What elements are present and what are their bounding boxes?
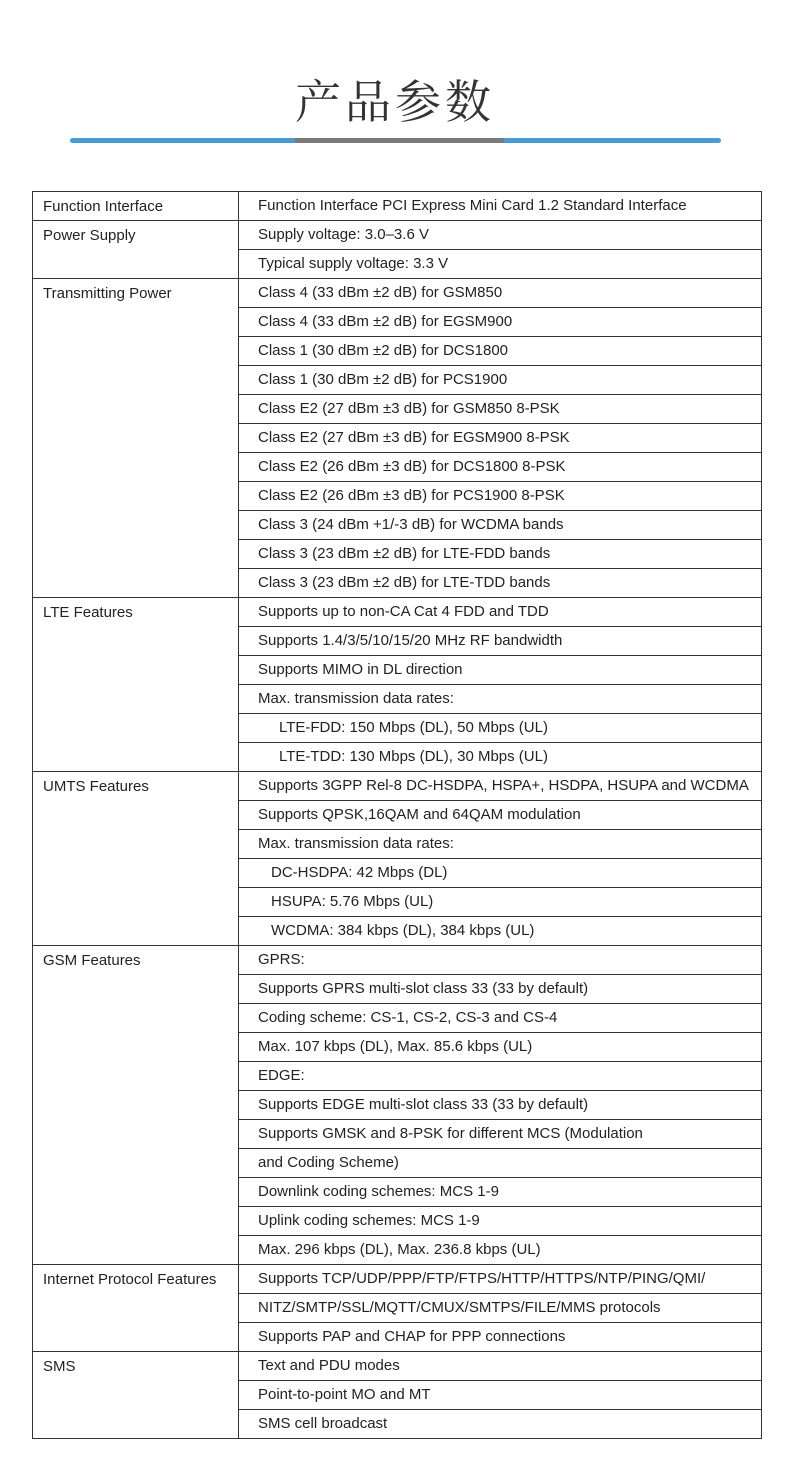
spec-value-cell: Supports PAP and CHAP for PPP connections xyxy=(239,1323,762,1352)
category-cell-gsm-features: GSM Features xyxy=(33,946,239,1265)
spec-value-cell: Supports GPRS multi-slot class 33 (33 by default) xyxy=(239,975,762,1004)
category-cell-umts-features: UMTS Features xyxy=(33,772,239,946)
spec-table xyxy=(32,191,762,1439)
title-underline-left xyxy=(70,138,295,143)
spec-value-cell: Class 3 (23 dBm ±2 dB) for LTE-FDD bands xyxy=(239,540,762,569)
spec-value-cell: Point-to-point MO and MT xyxy=(239,1381,762,1410)
spec-value-cell: Class E2 (27 dBm ±3 dB) for EGSM900 8-PSK xyxy=(239,424,762,453)
spec-value-cell: NITZ/SMTP/SSL/MQTT/CMUX/SMTPS/FILE/MMS protocols xyxy=(239,1294,762,1323)
table-row xyxy=(33,279,762,308)
spec-value-cell: Class E2 (26 dBm ±3 dB) for PCS1900 8-PSK xyxy=(239,482,762,511)
spec-value-cell: Class 4 (33 dBm ±2 dB) for EGSM900 xyxy=(239,308,762,337)
spec-value-cell: LTE-TDD: 130 Mbps (DL), 30 Mbps (UL) xyxy=(239,743,762,772)
spec-table-body xyxy=(33,192,762,1439)
spec-value-cell: Uplink coding schemes: MCS 1-9 xyxy=(239,1207,762,1236)
spec-value-cell: Class 3 (23 dBm ±2 dB) for LTE-TDD bands xyxy=(239,569,762,598)
spec-value-cell: HSUPA: 5.76 Mbps (UL) xyxy=(239,888,762,917)
table-row xyxy=(33,1265,762,1294)
spec-value-cell: Text and PDU modes xyxy=(239,1352,762,1381)
spec-value-cell: Supports GMSK and 8-PSK for different MCS (Modulation xyxy=(239,1120,762,1149)
spec-value-cell: GPRS: xyxy=(239,946,762,975)
spec-value-cell: Supports EDGE multi-slot class 33 (33 by default) xyxy=(239,1091,762,1120)
category-cell-power-supply: Power Supply xyxy=(33,221,239,279)
spec-value-cell: DC-HSDPA: 42 Mbps (DL) xyxy=(239,859,762,888)
spec-value-cell: Max. 296 kbps (DL), Max. 236.8 kbps (UL) xyxy=(239,1236,762,1265)
spec-value-cell: Class 1 (30 dBm ±2 dB) for DCS1800 xyxy=(239,337,762,366)
spec-value-cell: Class 3 (24 dBm +1/-3 dB) for WCDMA bands xyxy=(239,511,762,540)
spec-value-cell: Supports 1.4/3/5/10/15/20 MHz RF bandwidth xyxy=(239,627,762,656)
spec-value-cell: EDGE: xyxy=(239,1062,762,1091)
page-title: 产品参数 xyxy=(295,75,495,129)
category-cell-function-interface: Function Interface xyxy=(33,192,239,221)
spec-value-cell: Class E2 (27 dBm ±3 dB) for GSM850 8-PSK xyxy=(239,395,762,424)
spec-value-cell: Supports 3GPP Rel-8 DC-HSDPA, HSPA+, HSDPA, HSUPA and WCDMA xyxy=(239,772,762,801)
spec-value-cell: Coding scheme: CS-1, CS-2, CS-3 and CS-4 xyxy=(239,1004,762,1033)
spec-value-cell: Max. 107 kbps (DL), Max. 85.6 kbps (UL) xyxy=(239,1033,762,1062)
category-cell-transmitting-power: Transmitting Power xyxy=(33,279,239,598)
title-underline xyxy=(70,138,721,143)
spec-value-cell: LTE-FDD: 150 Mbps (DL), 50 Mbps (UL) xyxy=(239,714,762,743)
table-row xyxy=(33,598,762,627)
category-cell-sms: SMS xyxy=(33,1352,239,1439)
spec-value-cell: Class E2 (26 dBm ±3 dB) for DCS1800 8-PSK xyxy=(239,453,762,482)
spec-value-cell: and Coding Scheme) xyxy=(239,1149,762,1178)
spec-value-cell: Supports QPSK,16QAM and 64QAM modulation xyxy=(239,801,762,830)
spec-value-cell: Class 1 (30 dBm ±2 dB) for PCS1900 xyxy=(239,366,762,395)
category-cell-lte-features: LTE Features xyxy=(33,598,239,772)
spec-value-cell: SMS cell broadcast xyxy=(239,1410,762,1439)
table-row xyxy=(33,1352,762,1381)
spec-value-cell: Typical supply voltage: 3.3 V xyxy=(239,250,762,279)
title-underline-right xyxy=(504,138,721,143)
spec-value-cell: Supports TCP/UDP/PPP/FTP/FTPS/HTTP/HTTPS/NTP/PING/QMI/ xyxy=(239,1265,762,1294)
spec-value-cell: Function Interface PCI Express Mini Card 1.2 Standard Interface xyxy=(239,192,762,221)
title-underline-middle xyxy=(295,138,504,143)
table-row xyxy=(33,946,762,975)
spec-value-cell: Class 4 (33 dBm ±2 dB) for GSM850 xyxy=(239,279,762,308)
spec-value-cell: Downlink coding schemes: MCS 1-9 xyxy=(239,1178,762,1207)
category-cell-internet-protocol-features: Internet Protocol Features xyxy=(33,1265,239,1352)
table-row xyxy=(33,192,762,221)
spec-value-cell: Max. transmission data rates: xyxy=(239,685,762,714)
spec-value-cell: Supply voltage: 3.0–3.6 V xyxy=(239,221,762,250)
spec-value-cell: Max. transmission data rates: xyxy=(239,830,762,859)
spec-value-cell: WCDMA: 384 kbps (DL), 384 kbps (UL) xyxy=(239,917,762,946)
spec-value-cell: Supports up to non-CA Cat 4 FDD and TDD xyxy=(239,598,762,627)
table-row xyxy=(33,221,762,250)
table-row xyxy=(33,772,762,801)
spec-value-cell: Supports MIMO in DL direction xyxy=(239,656,762,685)
